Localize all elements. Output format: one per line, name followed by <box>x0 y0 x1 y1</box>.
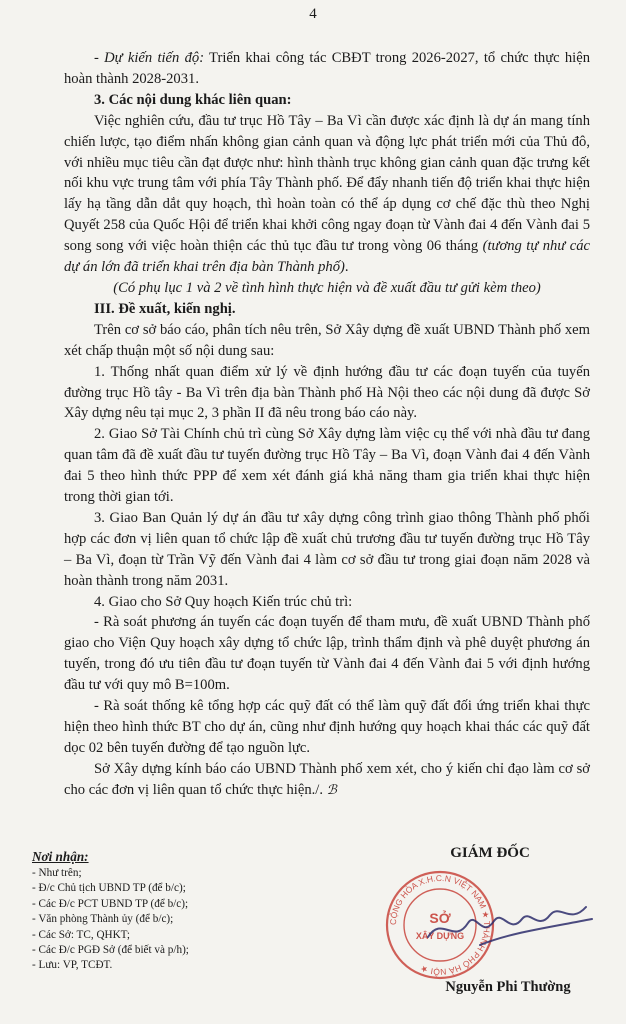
handwritten-signature-icon <box>420 885 600 965</box>
section3-heading: 3. Các nội dung khác liên quan: <box>94 91 292 108</box>
seal-center-line2: XÂY DỰNG <box>415 931 465 941</box>
section-iii-intro: Trên cơ sở báo cáo, phân tích nêu trên, Sở Xây dựng đề xuất UBND Thành phố xem xét chấp thuận một số nội dung sau: <box>64 321 590 359</box>
recipients-title: Nơi nhận: <box>32 849 89 864</box>
progress-label: - Dự kiến tiến độ: <box>94 50 205 66</box>
page-number: 4 <box>309 6 317 22</box>
progress-paragraph <box>64 48 590 90</box>
recipient-item: - Như trên; <box>32 867 82 879</box>
proposal-item-3: 3. Giao Ban Quản lý dự án đầu tư xây dựng công trình giao thông Thành phố phối hợp các đơn vị liên quan tổ chức lập đề xuất chủ trương đầu tư tuyến đường trục Hồ Tây – Ba Vì, đoạn từ Trần Vỹ đến Vành đai 4 làm cơ sở đầu tư trong giai đoạn năm 2028 và hoàn thành trong năm 2031. <box>64 509 590 589</box>
closing-paragraph <box>64 759 590 801</box>
appendix-note: (Có phụ lục 1 và 2 về tình hình thực hiện và đề xuất đầu tư gửi kèm theo) <box>113 279 541 296</box>
signature-title: GIÁM ĐỐC <box>450 845 530 861</box>
recipients-list <box>32 866 352 974</box>
recipient-item: - Văn phòng Thành ủy (để b/c); <box>32 913 174 926</box>
section3-end-text: . <box>344 259 349 276</box>
initial-mark: ℬ <box>326 781 337 797</box>
proposal-item-4: 4. Giao cho Sở Quy hoạch Kiến trúc chủ trì: <box>94 593 353 610</box>
closing-text: Sở Xây dựng kính báo cáo UBND Thành phố xem xét, cho ý kiến chỉ đạo làm cơ sở cho các đơn vị liên quan tổ chức thực hiện./. <box>64 760 590 798</box>
signer-name: Nguyễn Phi Thường <box>445 979 571 995</box>
section3-italic-text: (tương tự như các dự án lớn đã triển khai trên địa bàn Thành phố) <box>64 238 590 276</box>
section3-paragraph <box>64 111 590 278</box>
progress-text: Triển khai công tác CBĐT trong 2026-2027, tổ chức thực hiện hoàn thành 2028-2031. <box>64 50 590 87</box>
document-body <box>64 48 590 801</box>
recipients-block <box>32 848 352 974</box>
recipient-item: - Các Đ/c PGĐ Sở (để biết và p/h); <box>32 944 189 957</box>
proposal-item-1: 1. Thống nhất quan điểm xử lý về định hướng đầu tư các đoạn tuyến của tuyến đường trục Hồ tây - Ba Vì trên địa bàn Thành phố Hà Nội theo các nội dung đã được Sở Xây dựng nêu tại mục 2, 3 phần II đã nêu trong báo cáo này. <box>64 363 590 422</box>
section-iii-heading: III. Đề xuất, kiến nghị. <box>94 300 236 317</box>
seal-outer-text: CỘNG HÒA X.H.C.N VIỆT NAM ★ THÀNH PHỐ HÀ NỘI ★ <box>387 872 493 978</box>
seal-center-line1: SỞ <box>429 910 451 926</box>
recipient-item: - Lưu: VP, TCĐT. <box>32 959 113 972</box>
recipient-item: - Các Sở: TC, QHKT; <box>32 928 131 941</box>
proposal-item-2: 2. Giao Sở Tài Chính chủ trì cùng Sở Xây dựng làm việc cụ thể với nhà đầu tư đang quan tâm đã đề xuất đầu tư tuyến đường trục Hồ Tây – Ba Vì, đoạn Vành đai 4 đến Vành đai 5 theo hình thức PPP để xem xét đánh giá khả năng tham gia triển khai thực hiện trong thời gian tới. <box>64 426 590 506</box>
proposal-item-4b: - Rà soát thống kê tổng hợp các quỹ đất có thể làm quỹ đất đối ứng triển khai thực hiện theo hình thức BT cho dự án, cũng như định hướng quy hoạch khai thác các quỹ đất dọc 02 bên tuyến đường để tạo nguồn lực. <box>64 698 590 756</box>
proposal-item-4a: - Rà soát phương án tuyến các đoạn tuyến để tham mưu, đề xuất UBND Thành phố giao cho Viện Quy hoạch xây dựng tổ chức lập, trình thẩm định và phê duyệt phương án tuyến, trong đó ưu tiên đầu tư đoạn tuyến từ Vành đai 4 đến Vành đai 5 với định hướng đầu tư với quy mô B=100m. <box>64 614 590 694</box>
recipient-item: - Các Đ/c PCT UBND TP (để b/c); <box>32 897 189 910</box>
section3-main-text: Việc nghiên cứu, đầu tư trục Hồ Tây – Ba Vì cần được xác định là dự án mang tính chiến lược, tạo điểm nhấn không gian cảnh quan và động lực phát triển mới của Thủ đô, với nhiều mục tiêu cần đạt được như: hình thành trục không gian cảnh quan đặc trưng kết nối khu vực trung tâm với phía Tây Thành phố. Để đẩy nhanh tiến độ triển khai thực hiện lấy hạ tầng dẫn dắt quy hoạch, thì hoàn toàn có thể áp dụng cơ chế đặc thù theo Nghị Quyết 258 của Quốc Hội để triển khai khởi công ngay đoạn từ Vành đai 4 đến Vành đai 5 song song với việc hoàn thiện các thủ tục đầu tư trong vòng 06 tháng <box>64 112 590 255</box>
recipient-item: - Đ/c Chủ tịch UBND TP (để b/c); <box>32 882 186 895</box>
signature-block <box>380 845 610 1015</box>
